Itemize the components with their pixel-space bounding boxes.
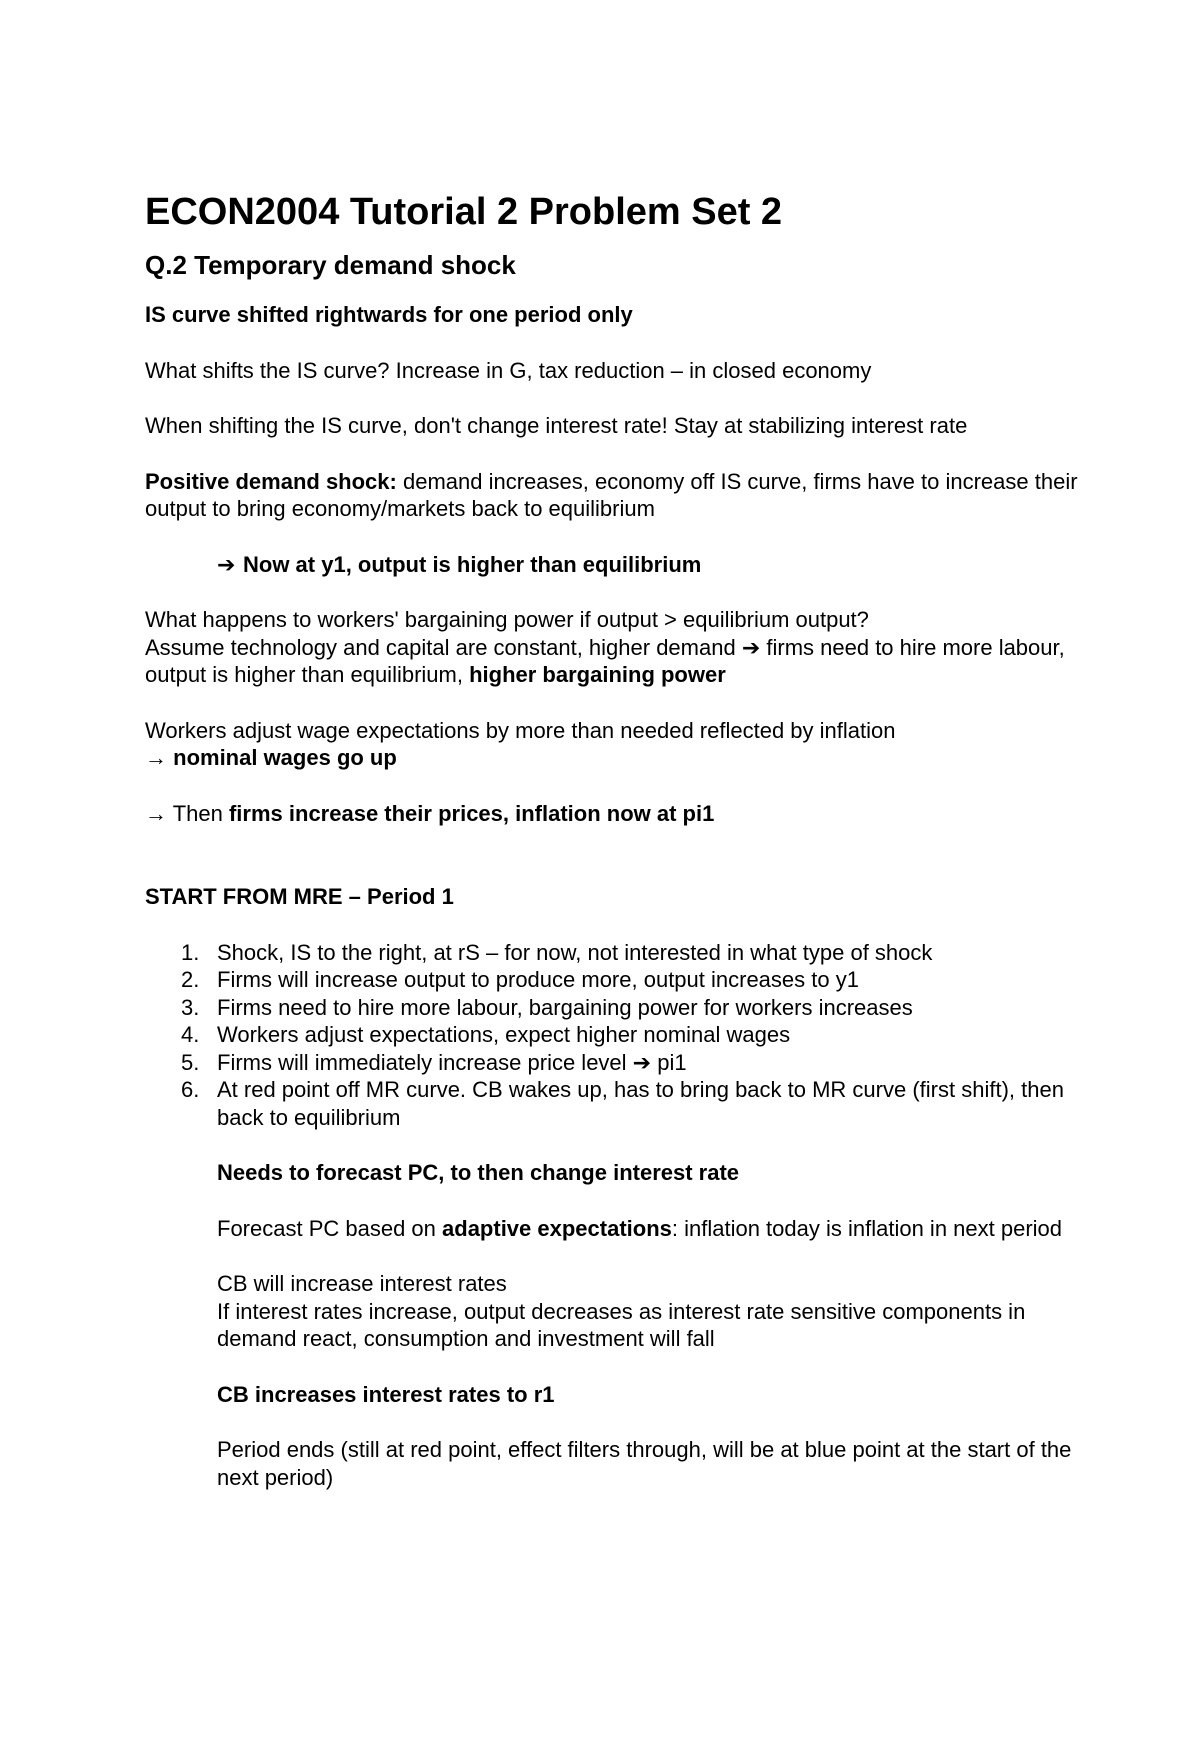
arrow-right-icon: ➔ (217, 551, 236, 577)
paragraph-bargaining (145, 606, 1085, 689)
wages-bold: nominal wages go up (173, 745, 397, 770)
section-heading: START FROM MRE – Period 1 (145, 884, 454, 909)
list-item (145, 1076, 1085, 1131)
list-item-text: pi1 (651, 1049, 687, 1075)
paragraph-shifts: What shifts the IS curve? Increase in G, tax reduction – in closed economy (145, 357, 872, 383)
paragraph-interest: When shifting the IS curve, don't change interest rate! Stay at stabilizing interest rate (145, 413, 968, 438)
steps-list (145, 939, 1085, 1132)
list-number: 1. (181, 939, 200, 965)
paragraph-positive-shock (145, 468, 1085, 523)
bargaining-text-a: Assume technology and capital are constant, higher demand (145, 634, 742, 660)
list-item (145, 1021, 1085, 1049)
list-item-text: Firms need to hire more labour, bargaining power for workers increases (217, 994, 913, 1020)
list-number: 6. (181, 1077, 200, 1102)
sub-heading-r1: CB increases interest rates to r1 (217, 1381, 555, 1407)
wages-text: Workers adjust wage expectations by more than needed reflected by inflation (145, 717, 896, 743)
forecast-text-b: : inflation today is inflation in next period (671, 1215, 1063, 1241)
list-item (145, 1049, 1085, 1077)
list-item-text: Workers adjust expectations, expect higher nominal wages (217, 1022, 791, 1047)
bargaining-text-b: firms need to hire more labour, output is higher than equilibrium, (145, 634, 1065, 687)
question-subtitle: Q.2 Temporary demand shock (145, 250, 516, 280)
document-title: ECON2004 Tutorial 2 Problem Set 2 (145, 191, 783, 233)
list-item-text: At red point off MR curve. CB wakes up, has to bring back to MR curve (first shift), then back to equilibrium (217, 1077, 1064, 1130)
paragraph-period-ends: Period ends (still at red point, effect filters through, will be at blue point at the start of the next period) (217, 1437, 1072, 1490)
prices-bold: firms increase their prices, inflation now at pi1 (228, 800, 715, 826)
document-page (145, 190, 1085, 1519)
paragraph-wages (145, 717, 1085, 772)
arrow-right-icon: ➔ (632, 1049, 652, 1075)
arrow-right-icon: → (145, 745, 167, 770)
list-item-text: Shock, IS to the right, at rS – for now, not interested in what type of shock (217, 939, 933, 965)
arrow-right-icon: ➔ (741, 634, 761, 660)
sub-heading-forecast: Needs to forecast PC, to then change interest rate (217, 1160, 740, 1185)
list-item-text: Firms will immediately increase price level (217, 1049, 633, 1075)
arrow-point (217, 551, 1085, 579)
bargaining-bold: higher bargaining power (469, 662, 726, 687)
positive-shock-label: Positive demand shock: (145, 468, 397, 494)
cb-increase-line2: If interest rates increase, output decreases as interest rate sensitive components in demand react, consumption and investment will fall (217, 1298, 1026, 1351)
list-item (145, 966, 1085, 994)
heading-is-shift: IS curve shifted rightwards for one period only (145, 302, 633, 327)
positive-shock-text: demand increases, economy off IS curve, firms have to increase their output to bring economy/markets back to equilibrium (145, 468, 1078, 521)
arrow-point-text: Now at y1, output is higher than equilibrium (243, 551, 702, 577)
step-6-details (217, 1159, 1085, 1491)
paragraph-cb-increase (217, 1270, 1085, 1353)
arrow-right-icon: → (145, 800, 167, 826)
list-number: 4. (181, 1022, 200, 1047)
list-number: 2. (181, 967, 200, 992)
forecast-bold: adaptive expectations (442, 1215, 672, 1241)
list-item (145, 994, 1085, 1022)
paragraph-forecast (217, 1215, 1085, 1243)
cb-increase-line1: CB will increase interest rates (217, 1271, 507, 1296)
paragraph-prices (145, 800, 1085, 828)
bargaining-question: What happens to workers' bargaining power if output > equilibrium output? (145, 607, 869, 632)
list-item (145, 939, 1085, 967)
list-number: 5. (181, 1049, 200, 1075)
list-item-text: Firms will increase output to produce more, output increases to y1 (217, 967, 859, 992)
list-number: 3. (181, 994, 200, 1020)
forecast-text-a: Forecast PC based on (217, 1215, 443, 1241)
prices-then: Then (167, 800, 229, 826)
